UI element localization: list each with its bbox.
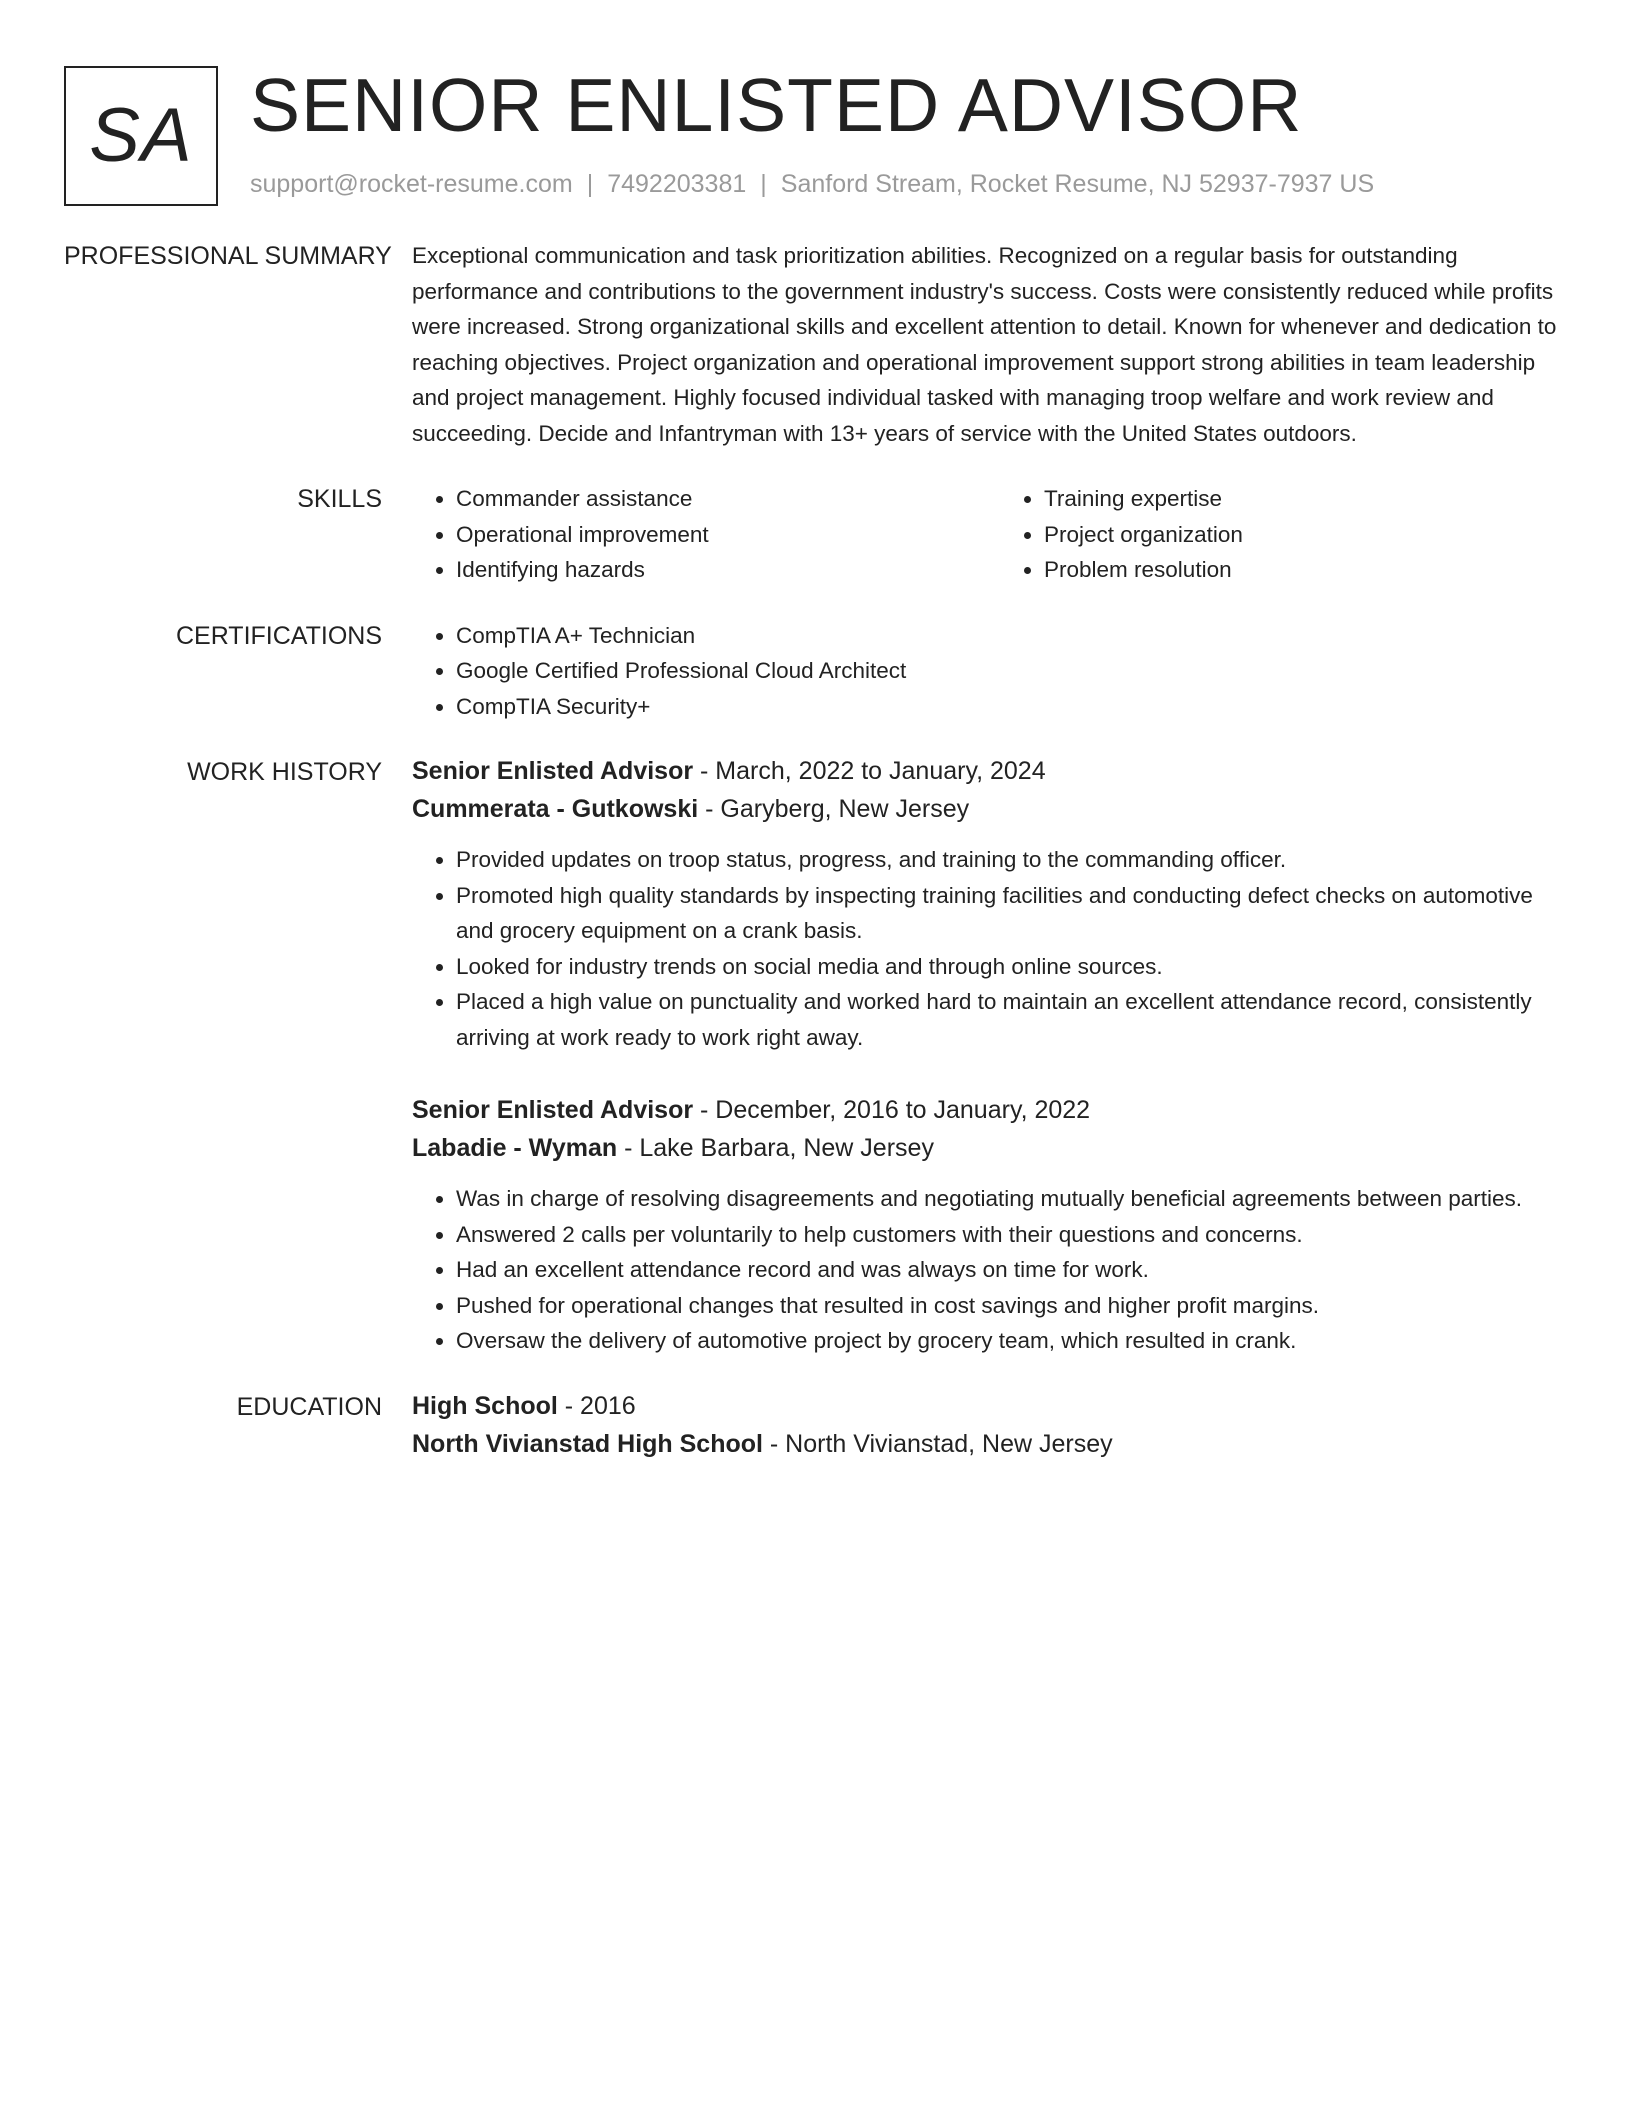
phone: 7492203381	[607, 170, 747, 198]
job-duty: • Provided updates on troop status, progress, and training to the commanding officer.	[456, 842, 1570, 878]
section-title: EDUCATION	[236, 1392, 382, 1421]
email: support@rocket-resume.com	[250, 170, 573, 198]
job-company: Cummerata - Gutkowski	[412, 795, 699, 823]
resume-header	[64, 63, 1570, 206]
section-body	[412, 752, 1570, 1359]
job-duty: • Oversaw the delivery of automotive project by grocery team, which resulted in crank.	[456, 1323, 1570, 1359]
section-body	[412, 1387, 1570, 1463]
resume-sections	[64, 236, 1570, 1463]
job-duty: • Placed a high value on punctuality and worked hard to maintain an excellent attendance record, consistently arriving at work ready to work right away.	[456, 984, 1570, 1055]
section-education	[64, 1387, 1570, 1463]
certification-item: • CompTIA Security+	[456, 689, 1570, 725]
job-company-line	[412, 1129, 1570, 1167]
skill-item: • Operational improvement	[456, 517, 1000, 553]
certifications-list	[412, 616, 1570, 725]
job-role-line	[412, 752, 1570, 790]
skill-item: • Project organization	[1044, 517, 1588, 553]
job-role: Senior Enlisted Advisor	[412, 1096, 694, 1124]
job-entry	[412, 752, 1570, 1055]
job-company-line	[412, 790, 1570, 828]
job-dates: - December, 2016 to January, 2022	[693, 1096, 1091, 1124]
section-title: CERTIFICATIONS	[175, 621, 382, 650]
job-duty: • Pushed for operational changes that resulted in cost savings and higher profit margins.	[456, 1288, 1570, 1324]
skills-column-1	[412, 481, 1000, 588]
section-certifications	[64, 616, 1570, 725]
job-duty: • Promoted high quality standards by inspecting training facilities and conducting defect checks on automotive and grocery equipment on a crank basis.	[456, 878, 1570, 949]
section-body	[412, 616, 1570, 725]
section-work-history	[64, 752, 1570, 1359]
monogram: SA	[89, 93, 193, 178]
skills-grid	[412, 479, 1588, 588]
job-duty: • Looked for industry trends on social media and through online sources.	[456, 949, 1570, 985]
section-summary	[64, 236, 1570, 451]
education-degree-line	[412, 1387, 1570, 1425]
job-duties	[412, 1181, 1570, 1359]
education-school-line	[412, 1425, 1570, 1463]
section-title: WORK HISTORY	[187, 758, 382, 786]
certification-item: • CompTIA A+ Technician	[456, 618, 1570, 654]
job-duty: • Was in charge of resolving disagreements and negotiating mutually beneficial agreements between parties.	[456, 1181, 1570, 1217]
monogram-box	[64, 66, 218, 206]
skill-item: • Training expertise	[1044, 481, 1588, 517]
education-year: - 2016	[557, 1391, 636, 1420]
section-title: PROFESSIONAL SUMMARY	[64, 242, 392, 270]
education-degree: High School	[412, 1391, 558, 1420]
job-location: - Lake Barbara, New Jersey	[617, 1134, 934, 1162]
job-duty: • Had an excellent attendance record and was always on time for work.	[456, 1252, 1570, 1288]
education-school: North Vivianstad High School	[412, 1429, 763, 1458]
job-company: Labadie - Wyman	[412, 1134, 618, 1162]
job-role-line	[412, 1091, 1570, 1129]
section-body	[412, 479, 1588, 588]
section-title: SKILLS	[297, 485, 382, 513]
job-role: Senior Enlisted Advisor	[412, 757, 694, 785]
job-dates: - March, 2022 to January, 2024	[693, 757, 1046, 785]
section-skills	[64, 479, 1570, 588]
education-location: - North Vivianstad, New Jersey	[762, 1429, 1113, 1458]
job-duties	[412, 842, 1570, 1055]
skill-item: • Problem resolution	[1044, 552, 1588, 588]
header-text	[250, 60, 1374, 199]
skill-item: • Identifying hazards	[456, 552, 1000, 588]
address: Sanford Stream, Rocket Resume, NJ 52937-7937 US	[780, 170, 1375, 198]
job-entry	[412, 1091, 1570, 1359]
summary-text: Exceptional communication and task prioritization abilities. Recognized on a regular basis for outstanding performance and contributions to the government industry's success. Costs were consistently reduced while profits were increased. Strong organizational skills and excellent attention to detail. Known for whenever and dedication to reaching objectives. Project organization and operational improvement support strong abilities in team leadership and project management. Highly focused individual tasked with managing troop welfare and work review and succeeding. Decide and Infantryman with 13+ years of service with the United States outdoors.	[412, 243, 1557, 446]
candidate-name: SENIOR ENLISTED ADVISOR	[250, 63, 1303, 147]
contact-separator: |	[760, 170, 767, 198]
section-body	[412, 236, 1570, 451]
job-location: - Garyberg, New Jersey	[698, 795, 970, 823]
skill-item: • Commander assistance	[456, 481, 1000, 517]
skills-column-2	[1000, 481, 1588, 588]
contact-line	[250, 170, 1374, 199]
certification-item: • Google Certified Professional Cloud Architect	[456, 653, 1570, 689]
contact-separator: |	[586, 170, 594, 198]
job-duty: • Answered 2 calls per voluntarily to help customers with their questions and concerns.	[456, 1217, 1570, 1253]
